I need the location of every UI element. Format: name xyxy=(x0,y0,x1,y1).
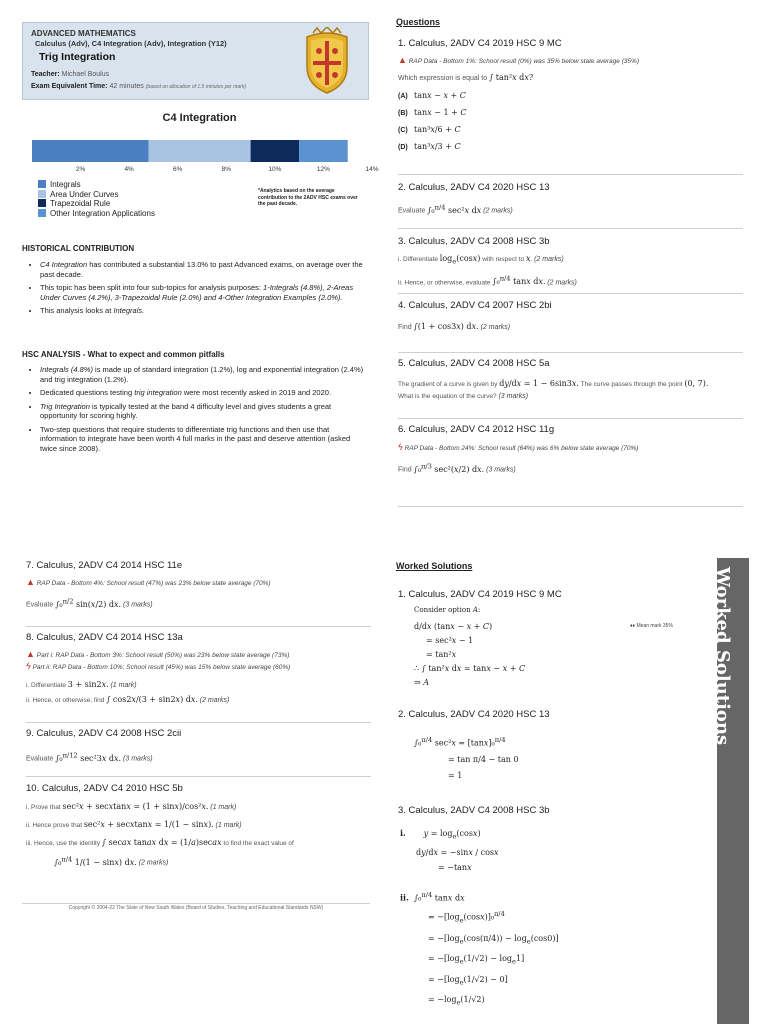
question-1 xyxy=(398,38,743,155)
question-text: Which expression is equal to ∫ tan²x dx? xyxy=(398,73,534,82)
historical-bullet: • C4 Integration has contributed a substantial 13.0% to past Advanced exams, on average over the past decade. xyxy=(40,260,368,279)
question-2: 2. Calculus, 2ADV C4 2020 HSC 13 Evaluate ∫₀$^{\pi/4}$ sec²x dx (2 marks) xyxy=(398,182,550,215)
legend-item: Trapezoidal Rule xyxy=(38,199,155,209)
question-5: 5. Calculus, 2ADV C4 2008 HSC 5a The gradient of a curve is given by dy/dx = 1 − 6sin3x. The curve passes through the point (0, 7). What is the equation of the curve? (3 marks) xyxy=(398,358,709,400)
chart-bar-segment xyxy=(32,140,149,162)
exam-time-line: Exam Equivalent Time: 42 minutes (based on allocation of 1.5 minutes per mark) xyxy=(31,83,247,90)
question-6: 6. Calculus, 2ADV C4 2012 HSC 11g ϟ RAP Data - Bottom 24%: School result (64%) was 6% below state average (70%) Find ∫₀$^{\pi/3}$ sec²(x/2) dx. (3 marks) xyxy=(398,424,639,474)
legend-item: Area Under Curves xyxy=(38,190,155,200)
analysis-heading: HSC ANALYSIS - What to expect and common pitfalls xyxy=(22,350,225,359)
question-10: 10. Calculus, 2ADV C4 2010 HSC 5b i. Prove that sec²x + secxtanx = (1 + sinx)/cos²x. (1 mark) ii. Hence prove that sec²x + secxtanx = 1/(1 − sinx). (1 mark) iii. Hence, use the identity ∫ secax tanax dx = (1/a)secax to find the exact value of ∫₀$^{\pi/4}$ 1/(1 − sinx) dx. (2 marks) xyxy=(26,783,294,867)
chart-legend xyxy=(38,180,155,218)
question-3: 3. Calculus, 2ADV C4 2008 HSC 3b i. Differentiate $\log_e(\cos x)$ with respect to x. (2 marks) ii. Hence, or otherwise, evaluate ∫₀$^{\pi/4}$ tanx dx. (2 marks) xyxy=(398,236,577,287)
legend-swatch xyxy=(38,199,46,207)
historical-bullet: • This analysis looks at Integrals. xyxy=(40,306,368,316)
chart-tick-label: 14% xyxy=(365,166,379,173)
legend-item: Integrals xyxy=(38,180,155,190)
analysis-bullet: • Dedicated questions testing trig integration were most recently asked in 2019 and 2020. xyxy=(40,388,368,398)
analysis-list xyxy=(28,365,368,457)
chart-note: *Analytics based on the average contribution to the 2ADV HSC exams over the past decade. xyxy=(258,188,358,207)
chart-title: C4 Integration xyxy=(162,112,237,124)
chart-tick-label: 4% xyxy=(124,166,134,173)
subject-label: ADVANCED MATHEMATICS xyxy=(31,29,136,38)
solution-1: 1. Calculus, 2ADV C4 2019 HSC 9 MC Consider option A: d/dx (tanx − x + C) = sec²x − 1 = tan²x ∴ ∫ tan²x dx = tanx − x + C ⇒ A ♦♦ Mean mark 35% xyxy=(398,589,673,687)
teacher-line: Teacher: Michael Boulus xyxy=(31,71,110,78)
analysis-bullet: • Integrals (4.8%) is made up of standard integration (1.2%), log and exponential integration (2.4%) and trig integration (1.2%). xyxy=(40,365,368,384)
options: (A) tanx − x + C (B) tanx − 1 + C (C) tan³x/6 + C (D) tan³x/3 + C xyxy=(398,91,467,151)
chart-tick-label: 10% xyxy=(268,166,282,173)
rap-note: ▲ RAP Data - Bottom 1%: School result (0%) was 35% below state average (35%) xyxy=(398,55,639,65)
analysis-bullet: • Two-step questions that require students to differentiate trig functions and then use that information to integrate have been worth 4 full marks in the past and deserve attention (asked twice since 2008). xyxy=(40,425,368,454)
chart-bar-segment xyxy=(149,140,251,162)
contribution-chart xyxy=(22,128,382,184)
analysis-bullet: • Trig Integration is typically tested at the band 4 difficulty level and gives students a great opportunity for scoring highly. xyxy=(40,402,368,421)
question-4: 4. Calculus, 2ADV C4 2007 HSC 2bi Find ∫(1 + cos3x) dx. (2 marks) xyxy=(398,300,552,331)
legend-swatch xyxy=(38,180,46,188)
historical-list xyxy=(28,260,368,320)
solution-2: 2. Calculus, 2ADV C4 2020 HSC 13 ∫₀$^{\pi/4}$ sec²x = [tanx]₀$^{\pi/4}$ = tan π/4 − tan 0 = 1 xyxy=(398,709,550,780)
header-card xyxy=(22,22,369,100)
page-title: Trig Integration xyxy=(39,51,116,63)
warning-icon: ▲ xyxy=(26,649,35,659)
question-8: 8. Calculus, 2ADV C4 2014 HSC 13a ▲ Part i: RAP Data - Bottom 3%: School result (50%) was 23% below state average (73%) ϟ Part ii: RAP Data - Bottom 10%: School result (45%) was 15% below state average (60%) i. Differentiate 3 + sin2x. (1 mark) ii. Hence, or otherwise, find ∫ cos2x/(3 + sin2x) dx. (2 marks) xyxy=(26,632,291,704)
questions-heading: Questions xyxy=(396,17,441,27)
lightning-icon: ϟ xyxy=(26,661,31,671)
worked-heading: Worked Solutions xyxy=(396,561,473,571)
question-title: 1. Calculus, 2ADV C4 2019 HSC 9 MC xyxy=(398,38,562,49)
copyright: Copyright © 2004-22 The State of New South Wales (Board of Studies, Teaching and Educational Standards NSW) xyxy=(68,905,324,911)
course-label: Calculus (Adv), C4 Integration (Adv), Integration (Y12) xyxy=(35,39,227,48)
legend-item: Other Integration Applications xyxy=(38,209,155,219)
historical-heading: HISTORICAL CONTRIBUTION xyxy=(22,244,135,253)
worked-banner-label: Worked Solutions xyxy=(712,566,733,746)
question-7: 7. Calculus, 2ADV C4 2014 HSC 11e ▲ RAP Data - Bottom 4%: School result (47%) was 23% below state average (70%) Evaluate ∫₀$^{\pi/2}$ sin(x/2) dx. (3 marks) xyxy=(26,560,271,609)
chart-tick-label: 8% xyxy=(221,166,231,173)
chart-bar-segment xyxy=(251,140,300,162)
warning-icon: ▲ xyxy=(398,55,407,65)
legend-swatch xyxy=(38,209,46,217)
solution-3: 3. Calculus, 2ADV C4 2008 HSC 3b i. $y = \log_e(\cos x)$ dy/dx = −sinx / cosx = −tanx ii. ∫₀$^{\pi/4}$ tanx dx = $-[\log_e(\cos x)]_0^{\pi/4}$ = $-[\log_e(\cos(\pi/4)) - \log_e(\cos 0)]$ = $-[\log_e(1/√2) - \log_e1]$ = $-[\log_e(1/√2) - 0]$ = $-\log_e(1/√2)$ xyxy=(398,805,559,1007)
chart-tick-label: 6% xyxy=(173,166,183,173)
chart-tick-label: 12% xyxy=(316,166,330,173)
chart-tick-label: 2% xyxy=(75,166,86,173)
legend-swatch xyxy=(38,190,46,198)
lightning-icon: ϟ xyxy=(398,442,403,452)
crest-logo xyxy=(301,27,353,95)
worked-banner xyxy=(712,558,749,1024)
warning-icon: ▲ xyxy=(26,577,35,587)
historical-bullet: • This topic has been split into four sub-topics for analysis purposes: 1-Integrals (4.8%), 2-Areas Under Curves (4.2%), 3-Trapezoidal Rule (2.0%) and 4-Other Integration Examples (2.0%). xyxy=(40,283,368,302)
question-9: 9. Calculus, 2ADV C4 2008 HSC 2cii Evaluate ∫₀$^{\pi/12}$ sec²3x dx. (3 marks) xyxy=(26,728,182,763)
chart-bar-segment xyxy=(299,140,348,162)
